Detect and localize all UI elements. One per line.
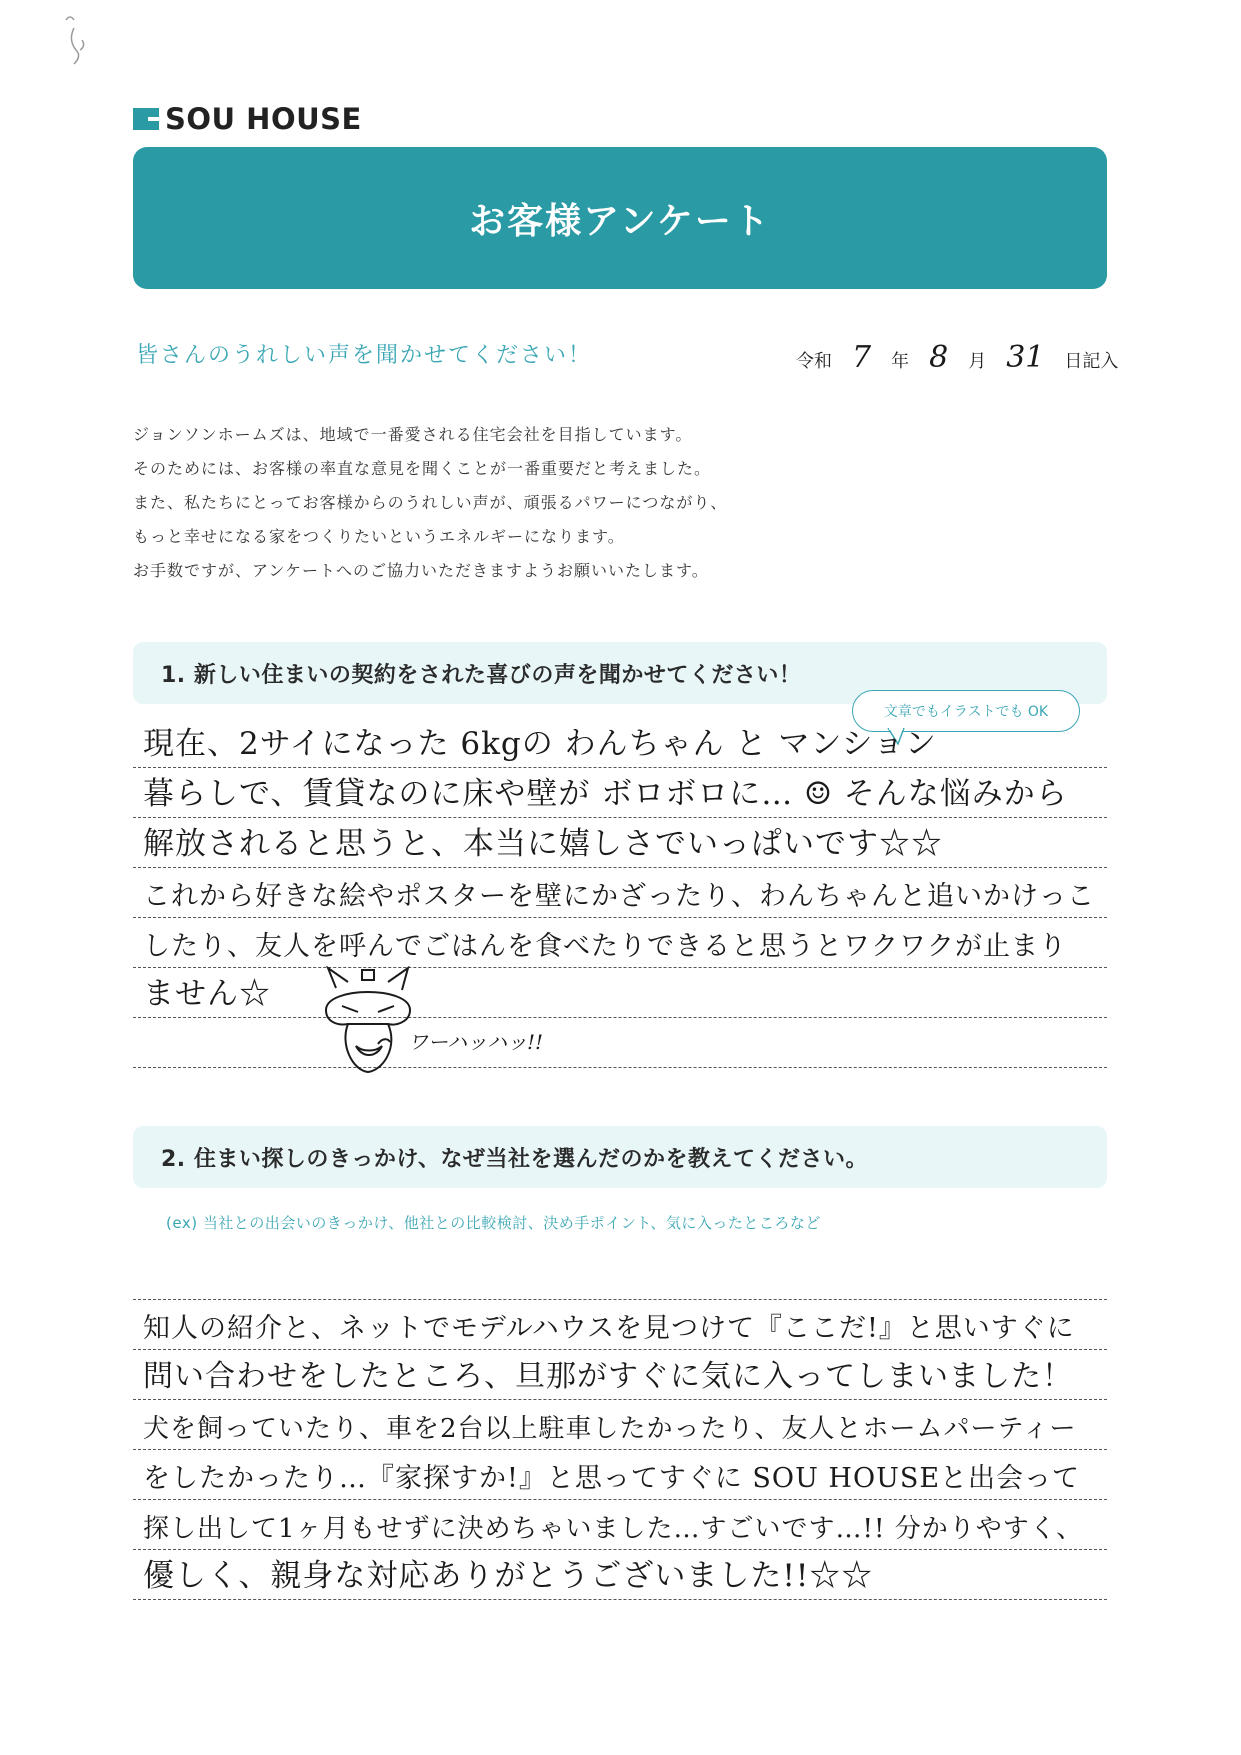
date-day-value[interactable]: 31: [1006, 340, 1045, 375]
corner-scribble: [52, 10, 102, 80]
question-1-heading: 1. 新しい住まいの契約をされた喜びの声を聞かせてください！: [161, 662, 802, 688]
intro-line: また、私たちにとってお客様からのうれしい声が、頑張るパワーにつながり、: [133, 493, 728, 512]
handwritten-text: 探し出して1ヶ月もせずに決めちゃいました…すごいです…!! 分かりやすく、: [143, 1514, 1084, 1544]
handwritten-text: をしたかったり…『家探すか!』と思ってすぐに SOU HOUSEと出会って: [143, 1463, 1081, 1494]
handwritten-text: 問い合わせをしたところ、旦那がすぐに気に入ってしまいました！: [143, 1359, 1073, 1394]
question-2-header: [133, 1126, 1107, 1188]
date-year-value[interactable]: 7: [852, 340, 872, 375]
answer-line: [133, 1450, 1107, 1500]
brand-name: SOU HOUSE: [165, 102, 362, 136]
answer-line: [133, 1350, 1107, 1400]
handwritten-text: 知人の紹介と、ネットでモデルハウスを見つけて『ここだ!』と思いすぐに: [143, 1313, 1075, 1344]
date-entry: [790, 340, 1124, 375]
question-2-answer-area[interactable]: [133, 1250, 1107, 1600]
question-2-heading: 2. 住まい探しのきっかけ、なぜ当社を選んだのかを教えてください。: [161, 1146, 868, 1172]
answer-line: [133, 1500, 1107, 1550]
doodle-caption: ワーハッハッ!!: [408, 1030, 544, 1054]
answer-line: [133, 968, 1107, 1018]
handwritten-text: 優しく、親身な対応ありがとうございました!!☆☆: [143, 1558, 874, 1594]
answer-line: [133, 1550, 1107, 1600]
answer-line: [133, 1300, 1107, 1350]
subtitle: 皆さんのうれしい声を聞かせてください！: [136, 343, 593, 368]
handwritten-text: したり、友人を呼んでごはんを食べたりできると思うとワクワクが止まり: [143, 931, 1067, 962]
handwritten-text: これから好きな絵やポスターを壁にかざったり、わんちゃんと追いかけっこ: [143, 881, 1095, 912]
answer-line: [133, 818, 1107, 868]
character-doodle: [318, 966, 418, 1078]
answer-line: [133, 768, 1107, 818]
handwritten-text: 解放されると思うと、本当に嬉しさでいっぱいです☆☆: [143, 826, 943, 862]
question-1-answer-area[interactable]: [133, 718, 1107, 1068]
brand-logo-icon: [133, 108, 159, 130]
intro-line: そのためには、お客様の率直な意見を聞くことが一番重要だと考えました。: [133, 459, 712, 478]
answer-line: [133, 918, 1107, 968]
title-banner: [133, 147, 1107, 289]
intro-line: ジョンソンホームズは、地域で一番愛される住宅会社を目指しています。: [133, 425, 693, 444]
brand-logo: [133, 103, 362, 135]
date-year-label: 年: [891, 351, 910, 372]
question-2-example: (ex) 当社との出会いのきっかけ、他社との比較検討、決め手ポイント、気に入ったところなど: [166, 1214, 821, 1232]
page-title: お客様アンケート: [469, 200, 771, 242]
intro-text: [133, 418, 727, 588]
date-month-value[interactable]: 8: [929, 340, 949, 375]
intro-line: もっと幸せになる家をつくりたいというエネルギーになります。: [133, 527, 625, 546]
answer-line: [133, 868, 1107, 918]
handwritten-text: 暮らしで、賃貸なのに床や壁が ボロボロに… ☺ そんな悩みから: [143, 776, 1068, 812]
answer-line: [133, 1018, 1107, 1068]
handwritten-text: 現在、2サイになった 6kgの わんちゃん と マンション: [143, 726, 937, 762]
intro-line: お手数ですが、アンケートへのご協力いただきますようお願いいたします。: [133, 561, 709, 580]
date-era: 令和: [796, 351, 832, 372]
speech-bubble-text: 文章でもイラストでも OK: [883, 704, 1049, 720]
answer-line: [133, 1250, 1107, 1300]
date-day-label: 日記入: [1064, 351, 1119, 372]
handwritten-text: ません☆: [143, 976, 271, 1012]
date-month-label: 月: [968, 351, 987, 372]
handwritten-text: 犬を飼っていたり、車を2台以上駐車したかったり、友人とホームパーティー: [143, 1414, 1077, 1444]
answer-line: [133, 718, 1107, 768]
answer-line: [133, 1400, 1107, 1450]
